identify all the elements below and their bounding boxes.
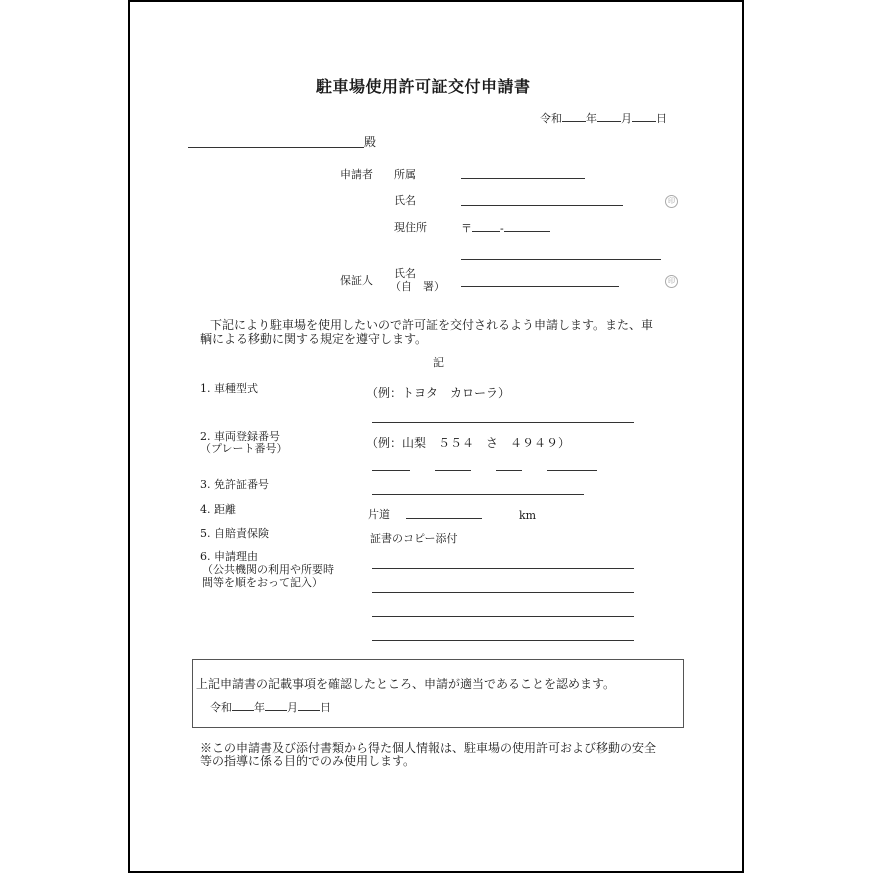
application-date: 令和 年 月 日 bbox=[540, 112, 667, 125]
distance-label: 4. 距離 bbox=[200, 503, 236, 516]
reason-label-2: （公共機関の利用や所要時 bbox=[202, 563, 334, 576]
plate-region-blank[interactable] bbox=[372, 470, 410, 471]
car-model-label: 1. 車種型式 bbox=[200, 382, 258, 395]
intro-line-2: 輌による移動に関する規定を遵守します。 bbox=[200, 332, 428, 346]
plate-example: （例：山梨 ５５４ さ ４９４９） bbox=[366, 436, 571, 450]
applicant-name-blank[interactable] bbox=[461, 205, 623, 206]
approval-month-blank[interactable] bbox=[265, 700, 287, 711]
addressee-suffix: 殿 bbox=[364, 135, 377, 149]
plate-kana-blank[interactable] bbox=[496, 470, 522, 471]
ki-heading: 記 bbox=[433, 356, 444, 369]
document-title: 駐車場使用許可証交付申請書 bbox=[316, 77, 531, 96]
plate-class-blank[interactable] bbox=[435, 470, 471, 471]
date-year-blank[interactable] bbox=[562, 111, 586, 122]
addressee-blank[interactable] bbox=[188, 147, 364, 148]
approval-year-blank[interactable] bbox=[232, 700, 254, 711]
date-day-blank[interactable] bbox=[632, 111, 656, 122]
guarantor-label: 保証人 bbox=[340, 274, 373, 287]
guarantor-name-blank[interactable] bbox=[461, 286, 619, 287]
reason-blank-2[interactable] bbox=[372, 592, 634, 593]
reason-blank-1[interactable] bbox=[372, 568, 634, 569]
guarantor-seal-icon: 印 bbox=[665, 275, 678, 288]
applicant-affiliation-blank[interactable] bbox=[461, 178, 585, 179]
reason-blank-3[interactable] bbox=[372, 616, 634, 617]
reason-label-3: 間等を順をおって記入） bbox=[202, 576, 323, 589]
distance-blank[interactable] bbox=[406, 518, 482, 519]
applicant-seal-icon: 印 bbox=[665, 195, 678, 208]
approval-text: 上記申請書の記載事項を確認したところ、申請が適当であることを認めます。 bbox=[196, 677, 616, 691]
document-page bbox=[128, 0, 744, 873]
applicant-address-label: 現住所 bbox=[394, 221, 427, 234]
applicant-affiliation-label: 所属 bbox=[394, 168, 416, 181]
applicant-name-label: 氏名 bbox=[394, 194, 416, 207]
date-month-blank[interactable] bbox=[597, 111, 621, 122]
approval-box bbox=[192, 659, 684, 728]
license-blank[interactable] bbox=[372, 494, 584, 495]
postal-code-first-blank[interactable] bbox=[472, 221, 500, 232]
applicant-address-blank[interactable] bbox=[461, 259, 661, 260]
approval-day-blank[interactable] bbox=[298, 700, 320, 711]
car-model-example: （例：トヨタ カローラ） bbox=[366, 386, 511, 400]
privacy-note-line-1: ※この申請書及び添付書類から得た個人情報は、駐車場の使用許可および移動の安全 bbox=[200, 741, 657, 755]
privacy-note-line-2: 等の指導に係る目的でのみ使用します。 bbox=[200, 754, 416, 768]
reason-blank-4[interactable] bbox=[372, 640, 634, 641]
applicant-label: 申請者 bbox=[340, 168, 373, 181]
postal-code-second-blank[interactable] bbox=[504, 221, 550, 232]
guarantor-name-label: 氏名 bbox=[394, 267, 416, 280]
distance-unit: km bbox=[519, 509, 537, 522]
approval-date: 令和 年 月 日 bbox=[210, 701, 331, 714]
plate-number-blank[interactable] bbox=[547, 470, 597, 471]
guarantor-sign-label: （自 署） bbox=[390, 280, 445, 293]
insurance-label: 5. 自賠責保険 bbox=[200, 527, 269, 540]
car-model-blank[interactable] bbox=[372, 422, 634, 423]
postal-code-field[interactable]: 〒 - bbox=[461, 221, 550, 235]
intro-line-1: 下記により駐車場を使用したいので許可証を交付されるよう申請します。また、車 bbox=[210, 318, 654, 332]
reason-label-1: 6. 申請理由 bbox=[200, 550, 258, 563]
insurance-value: 証書のコピー添付 bbox=[370, 532, 458, 545]
plate-label-2: （プレート番号） bbox=[200, 442, 288, 455]
license-label: 3. 免許証番号 bbox=[200, 478, 269, 491]
distance-oneway-label: 片道 bbox=[368, 508, 390, 521]
plate-label-1: 2. 車両登録番号 bbox=[200, 430, 280, 443]
